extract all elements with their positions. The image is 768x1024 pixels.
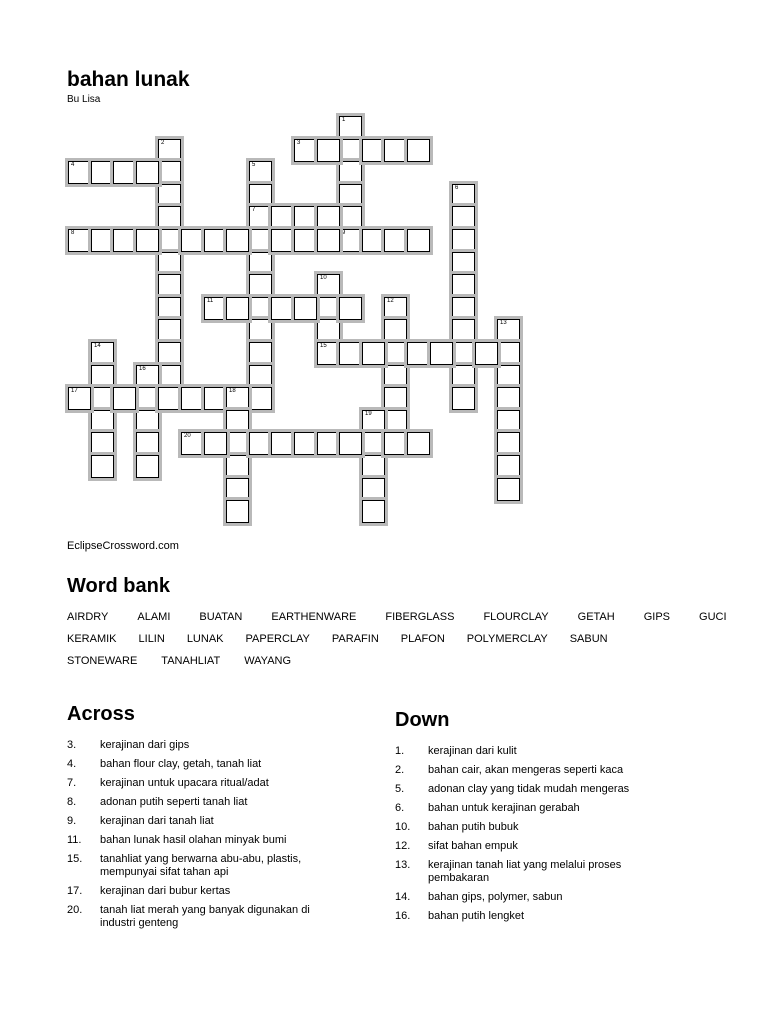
crossword-cell[interactable] — [249, 229, 272, 252]
crossword-cell[interactable] — [158, 252, 181, 275]
clue-number: 9. — [67, 815, 77, 827]
clue-number: 20 — [184, 433, 191, 439]
crossword-cell[interactable] — [158, 319, 181, 342]
clue-text: kerajinan tanah liat yang melalui proses pembakaran — [428, 859, 622, 884]
down-clue — [395, 745, 653, 758]
word-bank-row-1 — [67, 611, 727, 623]
crossword-cell[interactable] — [271, 297, 294, 320]
author: Bu Lisa — [67, 94, 101, 105]
across-clue — [67, 777, 325, 790]
clue-number: 7 — [252, 207, 256, 213]
crossword-cell[interactable] — [294, 206, 317, 229]
clue-number: 18 — [229, 388, 236, 394]
crossword-cell[interactable] — [68, 387, 91, 410]
crossword-cell[interactable] — [317, 342, 340, 365]
crossword-cell[interactable] — [317, 319, 340, 342]
clue-number: 14. — [395, 891, 411, 903]
crossword-cell[interactable] — [430, 342, 453, 365]
crossword-cell[interactable] — [452, 387, 475, 410]
word-bank-item: FLOURCLAY — [483, 611, 549, 623]
word-bank-item: WAYANG — [244, 655, 292, 667]
crossword-cell[interactable] — [317, 297, 340, 320]
crossword-cell[interactable] — [452, 229, 475, 252]
crossword-cell[interactable] — [226, 478, 249, 501]
crossword-cell[interactable] — [294, 139, 317, 162]
crossword-cell[interactable] — [497, 410, 520, 433]
clue-text: bahan cair, akan mengeras seperti kaca — [428, 764, 624, 776]
crossword-cell[interactable] — [249, 184, 272, 207]
crossword-cell[interactable] — [249, 342, 272, 365]
clue-number: 11. — [67, 834, 82, 846]
crossword-cell[interactable] — [249, 274, 272, 297]
word-bank-item: POLYMERCLAY — [466, 633, 548, 645]
crossword-cell[interactable] — [452, 252, 475, 275]
across-heading: Across — [67, 703, 135, 725]
crossword-cell[interactable] — [136, 410, 159, 433]
crossword-cell[interactable] — [452, 365, 475, 388]
crossword-cell[interactable] — [452, 274, 475, 297]
clue-text: adonan putih seperti tanah liat — [100, 796, 248, 808]
crossword-cell[interactable] — [158, 297, 181, 320]
clue-text: kerajinan dari bubur kertas — [100, 885, 231, 897]
crossword-cell[interactable] — [384, 387, 407, 410]
crossword-cell[interactable] — [317, 229, 340, 252]
word-bank-item: GIPS — [643, 611, 671, 623]
clue-number: 15. — [67, 853, 83, 865]
word-bank-item: STONEWARE — [67, 655, 138, 667]
credit: EclipseCrossword.com — [67, 540, 179, 552]
down-clue — [395, 821, 653, 834]
crossword-cell[interactable] — [452, 206, 475, 229]
word-bank-item: PAPERCLAY — [245, 633, 310, 645]
crossword-cell[interactable] — [249, 252, 272, 275]
crossword-cell[interactable] — [181, 432, 204, 455]
crossword-cell[interactable] — [384, 342, 407, 365]
crossword-cell[interactable] — [91, 455, 114, 478]
clue-text: adonan clay yang tidak mudah mengeras — [428, 783, 630, 795]
word-bank-item: LILIN — [138, 633, 165, 645]
across-clue — [67, 796, 325, 809]
word-bank-item: TANAHLIAT — [161, 655, 221, 667]
clue-number: 10 — [320, 275, 327, 281]
crossword-cell[interactable] — [226, 297, 249, 320]
clue-number: 9 — [342, 230, 346, 236]
crossword-cell[interactable] — [181, 387, 204, 410]
clue-number: 16. — [395, 910, 411, 922]
crossword-cell[interactable] — [497, 342, 520, 365]
word-bank-item: BUATAN — [199, 611, 243, 623]
crossword-cell[interactable] — [136, 229, 159, 252]
across-clue — [67, 834, 325, 847]
down-clue — [395, 802, 653, 815]
crossword-cell[interactable] — [249, 365, 272, 388]
clue-number: 13. — [395, 859, 411, 871]
word-bank-item: EARTHENWARE — [271, 611, 357, 623]
clue-number: 14 — [94, 343, 101, 349]
down-clue — [395, 764, 653, 777]
crossword-cell[interactable] — [68, 229, 91, 252]
crossword-cell[interactable] — [452, 319, 475, 342]
crossword-cell[interactable] — [204, 432, 227, 455]
across-clue — [67, 739, 325, 752]
crossword-cell[interactable] — [226, 432, 249, 455]
crossword-cell[interactable] — [91, 387, 114, 410]
crossword-cell[interactable] — [113, 387, 136, 410]
word-bank-item: ALAMI — [137, 611, 171, 623]
word-bank-item: AIRDRY — [67, 611, 109, 623]
crossword-cell[interactable] — [91, 365, 114, 388]
crossword-cell[interactable] — [407, 342, 430, 365]
crossword-cell[interactable] — [317, 432, 340, 455]
crossword-cell[interactable] — [68, 161, 91, 184]
clue-number: 17. — [67, 885, 83, 897]
crossword-cell[interactable] — [317, 139, 340, 162]
clue-text: bahan flour clay, getah, tanah liat — [100, 758, 262, 770]
crossword-cell[interactable] — [249, 387, 272, 410]
crossword-cell[interactable] — [362, 410, 385, 433]
crossword-cell[interactable] — [384, 139, 407, 162]
crossword-cell[interactable] — [339, 432, 362, 455]
crossword-cell[interactable] — [158, 387, 181, 410]
clue-text: bahan lunak hasil olahan minyak bumi — [100, 834, 287, 846]
across-clue — [67, 904, 325, 930]
word-bank-item: FIBERGLASS — [385, 611, 455, 623]
word-bank-item: KERAMIK — [67, 633, 117, 645]
crossword-cell[interactable] — [362, 342, 385, 365]
crossword-cell[interactable] — [204, 387, 227, 410]
clue-number: 15 — [320, 343, 327, 349]
word-bank-row-3 — [67, 655, 291, 667]
crossword-cell[interactable] — [497, 319, 520, 342]
down-heading: Down — [395, 709, 450, 731]
clue-text: tanahliat yang berwarna abu-abu, plastis, mempunyai sifat tahan api — [100, 853, 302, 878]
crossword-cell[interactable] — [271, 206, 294, 229]
word-bank-heading: Word bank — [67, 575, 170, 597]
crossword-cell[interactable] — [158, 342, 181, 365]
crossword-cell[interactable] — [339, 342, 362, 365]
crossword-cell[interactable] — [158, 161, 181, 184]
crossword-cell[interactable] — [158, 139, 181, 162]
crossword-cell[interactable] — [384, 365, 407, 388]
crossword-cell[interactable] — [497, 455, 520, 478]
crossword-cell[interactable] — [339, 116, 362, 139]
clue-number: 1. — [395, 745, 405, 757]
clue-number: 13 — [500, 320, 507, 326]
crossword-cell[interactable] — [249, 297, 272, 320]
clue-number: 1 — [342, 117, 346, 123]
clue-number: 6. — [395, 802, 405, 814]
crossword-cell[interactable] — [339, 161, 362, 184]
crossword-cell[interactable] — [317, 206, 340, 229]
word-bank-item: GETAH — [577, 611, 615, 623]
crossword-cell[interactable] — [226, 455, 249, 478]
crossword-cell[interactable] — [497, 365, 520, 388]
clue-number: 12. — [395, 840, 411, 852]
clue-number: 11 — [207, 298, 214, 304]
clue-number: 2 — [161, 140, 165, 146]
across-clue — [67, 815, 325, 828]
crossword-cell[interactable] — [384, 432, 407, 455]
crossword-cell[interactable] — [339, 229, 362, 252]
clue-number: 12 — [387, 298, 394, 304]
clue-number: 6 — [455, 185, 459, 191]
crossword-cell[interactable] — [452, 297, 475, 320]
word-bank-item: PLAFON — [400, 633, 445, 645]
crossword-cell[interactable] — [271, 432, 294, 455]
across-clue — [67, 853, 325, 879]
crossword-cell[interactable] — [362, 432, 385, 455]
crossword-cell[interactable] — [497, 432, 520, 455]
word-bank-item: PARAFIN — [331, 633, 379, 645]
crossword-cell[interactable] — [158, 206, 181, 229]
crossword-cell[interactable] — [452, 342, 475, 365]
crossword-cell[interactable] — [91, 410, 114, 433]
crossword-cell[interactable] — [407, 139, 430, 162]
crossword-cell[interactable] — [384, 319, 407, 342]
crossword-cell[interactable] — [158, 365, 181, 388]
clue-text: bahan untuk kerajinan gerabah — [428, 802, 580, 814]
down-clue — [395, 783, 653, 796]
crossword-cell[interactable] — [158, 229, 181, 252]
crossword-cell[interactable] — [407, 432, 430, 455]
word-bank-item: SABUN — [569, 633, 608, 645]
clue-text: bahan putih lengket — [428, 910, 525, 922]
clue-text: kerajinan untuk upacara ritual/adat — [100, 777, 269, 789]
crossword-cell[interactable] — [226, 387, 249, 410]
crossword-cell[interactable] — [249, 432, 272, 455]
crossword-cell[interactable] — [226, 229, 249, 252]
word-bank-item: LUNAK — [186, 633, 224, 645]
clue-text: sifat bahan empuk — [428, 840, 518, 852]
clue-text: kerajinan dari tanah liat — [100, 815, 214, 827]
crossword-cell[interactable] — [452, 184, 475, 207]
crossword-cell[interactable] — [317, 274, 340, 297]
crossword-cell[interactable] — [407, 229, 430, 252]
clue-number: 8 — [71, 230, 75, 236]
clue-number: 16 — [139, 366, 146, 372]
crossword-cell[interactable] — [294, 229, 317, 252]
crossword-cell[interactable] — [181, 229, 204, 252]
clue-number: 3 — [297, 140, 301, 146]
crossword-cell[interactable] — [249, 319, 272, 342]
clue-text: kerajinan dari gips — [100, 739, 190, 751]
crossword-cell[interactable] — [384, 229, 407, 252]
crossword-cell[interactable] — [249, 161, 272, 184]
clue-number: 17 — [71, 388, 78, 394]
down-clue — [395, 840, 653, 853]
word-bank-item: GUCI — [699, 611, 727, 623]
clue-number: 5. — [395, 783, 405, 795]
crossword-cell[interactable] — [158, 184, 181, 207]
crossword-cell[interactable] — [91, 432, 114, 455]
crossword-cell[interactable] — [91, 161, 114, 184]
clue-number: 4. — [67, 758, 77, 770]
crossword-cell[interactable] — [362, 229, 385, 252]
across-clue — [67, 758, 325, 771]
crossword-cell[interactable] — [113, 229, 136, 252]
clue-text: tanah liat merah yang banyak digunakan di industri genteng — [100, 904, 310, 929]
crossword-cell[interactable] — [136, 455, 159, 478]
crossword-cell[interactable] — [384, 297, 407, 320]
crossword-cell[interactable] — [339, 206, 362, 229]
down-clue — [395, 891, 653, 904]
clue-number: 3. — [67, 739, 77, 751]
crossword-cell[interactable] — [362, 478, 385, 501]
crossword-cell[interactable] — [136, 161, 159, 184]
crossword-cell[interactable] — [362, 139, 385, 162]
across-clue — [67, 885, 325, 898]
crossword-cell[interactable] — [91, 229, 114, 252]
crossword-cell[interactable] — [113, 161, 136, 184]
crossword-cell[interactable] — [249, 206, 272, 229]
page-title: bahan lunak — [67, 68, 190, 91]
crossword-cell[interactable] — [136, 387, 159, 410]
clue-number: 20. — [67, 904, 83, 916]
crossword-cell[interactable] — [136, 432, 159, 455]
crossword-cell[interactable] — [158, 274, 181, 297]
crossword-cell[interactable] — [294, 297, 317, 320]
clue-number: 8. — [67, 796, 77, 808]
down-clue — [395, 859, 653, 885]
crossword-cell[interactable] — [497, 387, 520, 410]
clue-text: bahan gips, polymer, sabun — [428, 891, 563, 903]
down-clue — [395, 910, 653, 923]
crossword-cell[interactable] — [294, 432, 317, 455]
word-bank-row-2 — [67, 633, 608, 645]
clue-number: 4 — [71, 162, 75, 168]
crossword-cell[interactable] — [497, 478, 520, 501]
crossword-cell[interactable] — [362, 500, 385, 523]
clue-number: 7. — [67, 777, 77, 789]
crossword-cell[interactable] — [136, 365, 159, 388]
crossword-cell[interactable] — [384, 410, 407, 433]
clue-text: kerajinan dari kulit — [428, 745, 517, 757]
crossword-cell[interactable] — [204, 297, 227, 320]
crossword-cell[interactable] — [226, 500, 249, 523]
crossword-cell[interactable] — [339, 184, 362, 207]
crossword-cell[interactable] — [271, 229, 294, 252]
crossword-cell[interactable] — [226, 410, 249, 433]
crossword-cell[interactable] — [475, 342, 498, 365]
crossword-cell[interactable] — [204, 229, 227, 252]
clue-number: 5 — [252, 162, 256, 168]
clue-number: 19 — [365, 411, 372, 417]
crossword-cell[interactable] — [91, 342, 114, 365]
crossword-cell[interactable] — [339, 297, 362, 320]
clue-number: 10. — [395, 821, 411, 833]
clue-text: bahan putih bubuk — [428, 821, 519, 833]
crossword-cell[interactable] — [362, 455, 385, 478]
clue-number: 2. — [395, 764, 405, 776]
crossword-cell[interactable] — [339, 139, 362, 162]
